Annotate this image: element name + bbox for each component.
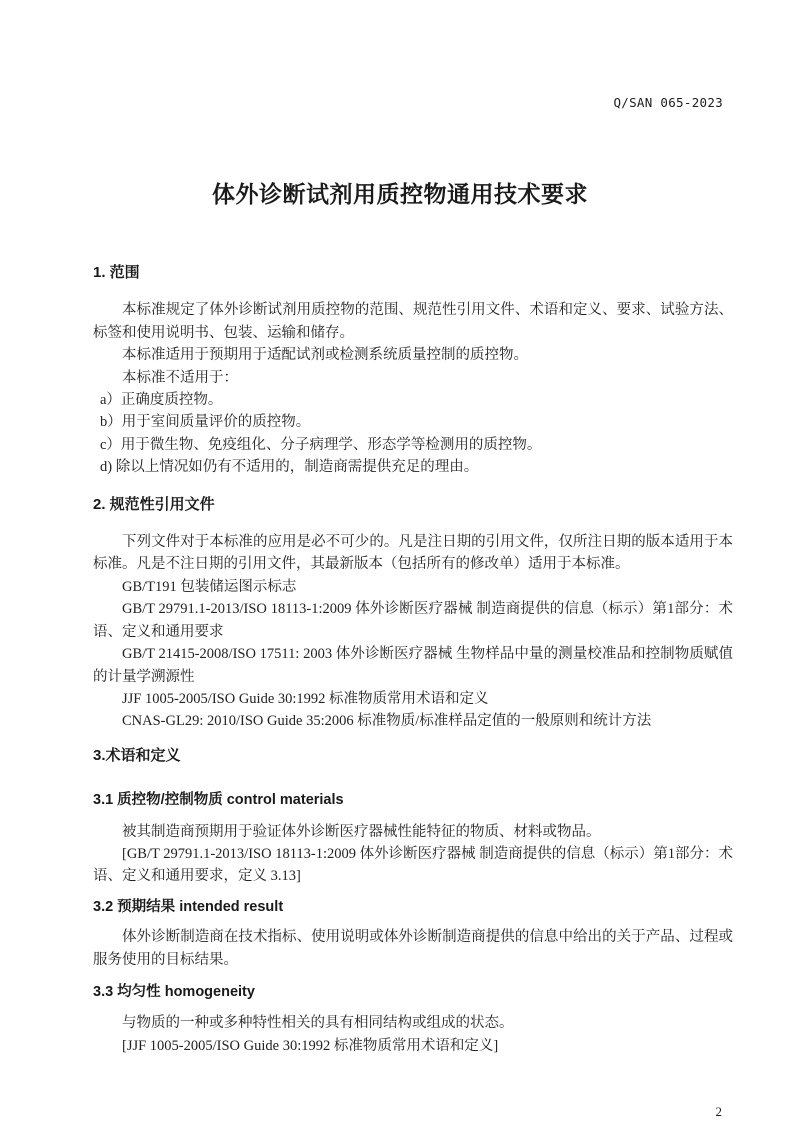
section-1-heading: 1. 范围 xyxy=(93,264,140,281)
reference-item: CNAS-GL29: 2010/ISO Guide 35:2006 标准物质/标准样品定值的一般原则和统计方法 xyxy=(122,713,652,730)
reference-item: GB/T 21415-2008/ISO 17511: 2003 体外诊断医疗器械 生物样品中量的测量校准品和控制物质赋值的计量学溯源性 xyxy=(93,646,733,685)
section-1-paragraph-scope: 本标准规定了体外诊断试剂用质控物的范围、规范性引用文件、术语和定义、要求、试验方法、标签和使用说明书、包装、运输和储存。 xyxy=(93,302,733,341)
term-3-3-heading: 3.3 均匀性 homogeneity xyxy=(93,983,255,1000)
term-3-3-source: [JJF 1005-2005/ISO Guide 30:1992 标准物质常用术语和定义] xyxy=(122,1037,499,1054)
term-3-3-definition: 与物质的一种或多种特性相关的具有相同结构或组成的状态。 xyxy=(122,1015,514,1032)
term-3-2-definition: 体外诊断制造商在技术指标、使用说明或体外诊断制造商提供的信息中给出的关于产品、过程或服务使用的目标结果。 xyxy=(93,929,733,968)
term-3-1-definition: 被其制造商预期用于验证体外诊断医疗器械性能特征的物质、材料或物品。 xyxy=(122,823,601,840)
term-3-1-heading: 3.1 质控物/控制物质 control materials xyxy=(93,792,344,809)
document-title: 体外诊断试剂用质控物通用技术要求 xyxy=(212,181,588,207)
document-body xyxy=(93,262,733,1057)
section-1-paragraph-exclusions-intro: 本标准不适用于： xyxy=(122,369,238,386)
section-1-exclusion-item-b: b）用于室间质量评价的质控物。 xyxy=(100,414,311,431)
reference-item: JJF 1005-2005/ISO Guide 30:1992 标准物质常用术语和定义 xyxy=(122,690,489,707)
section-2-intro-paragraph: 下列文件对于本标准的应用是必不可少的。凡是注日期的引用文件，仅所注日期的版本适用于本标准。凡是不注日期的引用文件，其最新版本（包括所有的修改单）适用于本标准。 xyxy=(93,534,733,573)
section-1-paragraph-applicability: 本标准适用于预期用于适配试剂或检测系统质量控制的质控物。 xyxy=(122,347,528,364)
term-3-1-source: [GB/T 29791.1-2013/ISO 18113-1:2009 体外诊断医疗器械 制造商提供的信息（标示）第1部分：术语、定义和通用要求，定义 3.13] xyxy=(93,845,734,885)
page-number: 2 xyxy=(715,1104,722,1119)
term-3-2-heading: 3.2 预期结果 intended result xyxy=(93,898,284,915)
section-2-heading: 2. 规范性引用文件 xyxy=(93,495,215,513)
section-3-heading: 3.术语和定义 xyxy=(93,746,181,764)
section-1-exclusion-item-a: a）正确度质控物。 xyxy=(100,392,223,409)
reference-item: GB/T 29791.1-2013/ISO 18113-1:2009 体外诊断医疗器械 制造商提供的信息（标示）第1部分：术语、定义和通用要求 xyxy=(93,601,733,640)
reference-item: GB/T191 包装储运图示标志 xyxy=(122,578,297,595)
document-code: Q/SAN 065-2023 xyxy=(613,95,723,110)
section-1-exclusion-item-c: c）用于微生物、免疫组化、分子病理学、形态学等检测用的质控物。 xyxy=(100,436,542,453)
section-1-exclusion-item-d: d) 除以上情况如仍有不适用的，制造商需提供充足的理由。 xyxy=(100,459,479,476)
